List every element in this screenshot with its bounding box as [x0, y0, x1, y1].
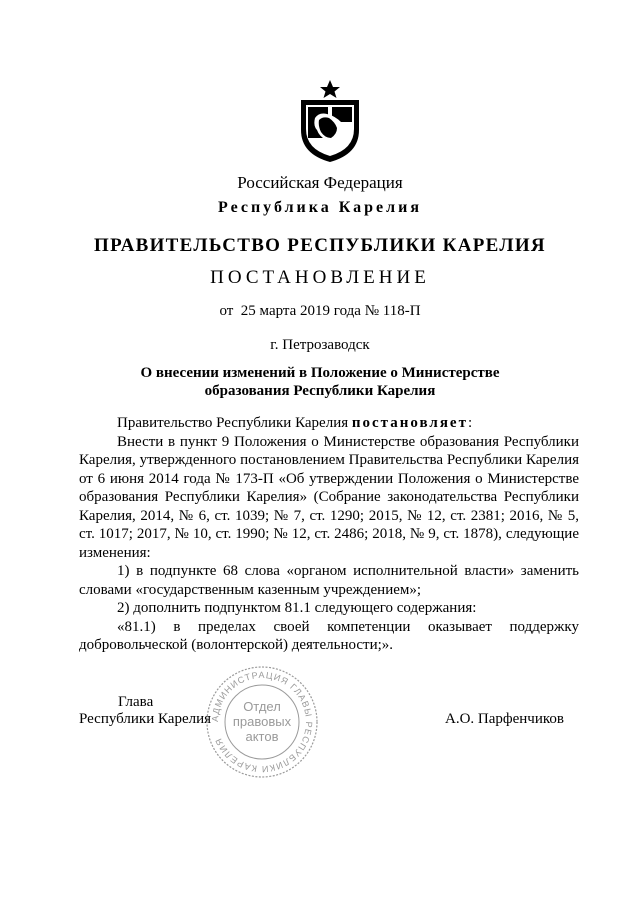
karelia-coat-of-arms-icon	[297, 78, 363, 164]
stamp-line-3: актов	[245, 729, 279, 744]
stamp-line-2: правовых	[232, 714, 292, 729]
legal-department-stamp	[204, 664, 320, 780]
republic-name: Республика Карелия	[218, 199, 422, 216]
stamp-ring-text: АДМИНИСТРАЦИЯ ГЛАВЫ РЕСПУБЛИКИ КАРЕЛИЯ	[209, 669, 315, 775]
list-item-1: 1) в подпункте 68 слова «органом исполнительной власти» заменить словами «государственным казенным учреждением»;	[79, 563, 579, 598]
government-title: ПРАВИТЕЛЬСТВО РЕСПУБЛИКИ КАРЕЛИЯ	[94, 235, 546, 256]
document-body	[79, 414, 579, 655]
signatory-name: А.О. Парфенчиков	[445, 711, 564, 727]
country-name: Российская Федерация	[237, 173, 403, 192]
intro-prefix: Правительство Республики Карелия	[117, 415, 352, 431]
signatory-position: Республики Карелия	[79, 711, 212, 727]
intro-paragraph	[79, 414, 579, 433]
stamp-line-1: Отдел	[243, 699, 281, 714]
paragraph-main: Внести в пункт 9 Положения о Министерстве образования Республики Карелия, утвержденного постановлением Правительства Республики Карелия от 6 июня 2014 года № 173-П «Об утверждении Положения о Министерстве образования Республики Карелия» (Собрание законодательства Республики Карелия, 2014, № 6, ст. 1039; № 7, ст. 1290; 2015, № 12, ст. 2381; 2016, № 5, ст. 1017; 2017, № 10, ст. 1990; № 12, ст. 2486; 2018, № 9, ст. 1878), следующие изменения:	[79, 433, 579, 561]
document-type: ПОСТАНОВЛЕНИЕ	[210, 267, 430, 288]
signatory-title: Глава	[118, 694, 154, 710]
city: г. Петрозаводск	[270, 337, 370, 353]
subject-line-1: О внесении изменений в Положение о Министерстве	[140, 365, 500, 381]
intro-action: постановляет	[351, 415, 468, 431]
date-and-number: от 25 марта 2019 года № 118-П	[219, 303, 421, 319]
list-item-2: 2) дополнить подпунктом 81.1 следующего содержания:	[117, 600, 477, 616]
document-subject	[0, 364, 640, 400]
subject-line-2: образования Республики Карелия	[204, 383, 436, 399]
intro-suffix: :	[467, 415, 473, 431]
quoted-subparagraph: «81.1) в пределах своей компетенции оказывает поддержку добровольческой (волонтерской) деятельности;».	[79, 618, 579, 653]
